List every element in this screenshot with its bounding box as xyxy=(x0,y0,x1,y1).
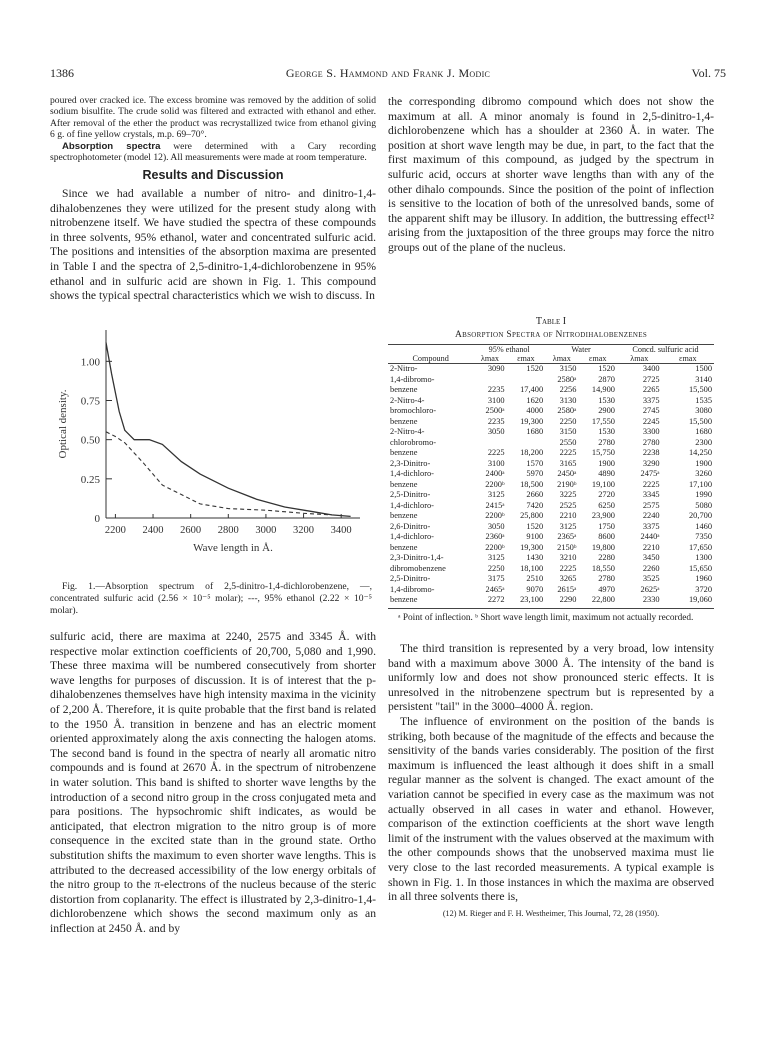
table-cell-value xyxy=(507,438,546,449)
table-cell-value: 1535 xyxy=(695,395,712,405)
table-cell-value: 19,300 xyxy=(520,542,544,552)
table-cell-compound: 2,5-Dinitro- xyxy=(390,574,431,583)
anomaly-paragraph: the corresponding dibromo compound which does not show the maximum at all. A minor anomaly is found in 2,5-dinitro-1,4-dichlorobenzene which has a shoulder at 2360 Å. in water. The position at short wave length may be due, in part, to the fact that the first maximum of this compound, as judged by the spectrum in sulfuric acid, occurs at shorter wave lengths than with any of the other dihalo compounds. Since the position of the point of inflection is sensitive to the location of both of the unresolved bands, some of the apparent shift may be illusory. In addition, the buttressing effect¹² arising from the juxtaposition of the three groups may force the nitro groups out of the plane of the nucleus. xyxy=(388,95,714,254)
table-row xyxy=(388,532,714,543)
table-cell-value: 23,100 xyxy=(520,595,544,604)
table-cell-value: 2745 xyxy=(642,406,660,415)
table-cell-value: 18,500 xyxy=(520,479,544,489)
x-axis-label: Wave length in Å. xyxy=(193,542,273,554)
table-row xyxy=(388,417,714,428)
table-row xyxy=(388,564,714,575)
volume-label: Vol. 75 xyxy=(691,66,726,80)
table-row xyxy=(388,501,714,512)
table-cell-value: 3080 xyxy=(695,406,712,415)
table-cell-value: 3150 xyxy=(559,427,577,436)
table-cell-value: 1460 xyxy=(695,521,712,531)
table-row xyxy=(388,396,714,407)
x-tick-label: 2800 xyxy=(217,525,239,536)
table-cell-value: 2400ᵃ xyxy=(485,469,505,478)
table-row xyxy=(388,427,714,438)
sub-emax: εmax xyxy=(588,354,607,363)
table-cell-value: 7420 xyxy=(526,500,544,510)
table-cell-value: 2260 xyxy=(642,563,660,573)
table-cell-value: 17,100 xyxy=(688,479,712,489)
table-cell-value: 23,900 xyxy=(591,511,615,520)
table-cell-value: 17,550 xyxy=(591,416,615,426)
table-cell-value: 2575 xyxy=(642,500,660,510)
table-cell-value xyxy=(473,438,506,449)
table-cell-value: 2725 xyxy=(642,374,660,384)
right-column-bottom xyxy=(388,642,714,919)
table-cell-value: 18,550 xyxy=(591,563,615,573)
table-footnote: ᵃ Point of inflection. ᵇ Short wave length limit, maximum not actually recorded. xyxy=(398,612,694,623)
spectra-table xyxy=(388,344,714,606)
table-row xyxy=(388,406,714,417)
table-cell-value: 1900 xyxy=(598,458,615,468)
table-cell-value: 18,200 xyxy=(520,448,544,457)
table-cell-value: 1680 xyxy=(695,427,712,436)
figure-caption xyxy=(50,581,372,618)
group-water: Water xyxy=(571,345,591,354)
table-cell-value: 1990 xyxy=(695,490,712,499)
table-row xyxy=(388,511,714,522)
table-cell-value: 2900 xyxy=(598,406,615,415)
group-sulfuric: Concd. sulfuric acid xyxy=(632,345,699,354)
table-cell-value: 19,060 xyxy=(688,595,712,604)
table-cell-value: 2225 xyxy=(642,479,660,489)
figure-1 xyxy=(48,318,378,568)
table-cell-value: 2615ᵃ xyxy=(557,584,577,594)
table-cell-value: 2510 xyxy=(526,574,544,583)
table-cell-value: 2225 xyxy=(559,563,577,573)
table-cell-value: 3100 xyxy=(487,395,505,405)
x-tick-label: 2600 xyxy=(180,525,202,536)
table-cell-compound: 1,4-dichloro- xyxy=(390,500,434,510)
series-line-sulfuric-acid xyxy=(106,343,351,517)
sub-lmax: λmax xyxy=(630,354,649,363)
table-label: Table I xyxy=(535,316,567,327)
sub-emax: εmax xyxy=(517,354,535,363)
table-cell-value: 6250 xyxy=(598,500,615,510)
table-cell-value: 3450 xyxy=(642,553,660,562)
table-cell-value: 3175 xyxy=(487,574,505,583)
table-cell-compound: benzene xyxy=(390,385,418,394)
table-cell-value: 2450ᵃ xyxy=(557,469,577,478)
col-compound: Compound xyxy=(412,354,449,363)
table-row xyxy=(388,438,714,449)
table-row xyxy=(388,574,714,585)
table-cell-compound: 2,5-Dinitro- xyxy=(390,490,431,499)
table-bottom-rule xyxy=(388,608,714,609)
table-cell-value: 3345 xyxy=(642,490,660,499)
table-row xyxy=(388,459,714,470)
table-cell-value: 18,100 xyxy=(520,563,544,573)
table-cell-compound: 1,4-dibromo- xyxy=(390,374,435,384)
table-row xyxy=(388,469,714,480)
table-cell-compound: benzene xyxy=(390,511,418,520)
table-cell-value: 25,800 xyxy=(520,511,544,520)
table-cell-value: 14,900 xyxy=(591,385,615,394)
environment-paragraph: The influence of environment on the position of the bands is striking, both because of the magnitude of the effects and because the sensitivity of the bands varies considerably. The position of the first maximum is influenced the least although it does shift in a small regular manner as the solvent is changed. The exact amount of the variation cannot be specified in every case as the maximum was not actually observed in all cases in water and ethanol. However, comparison of the extinction coefficients at the short wave length limit of the instrument with the values observed at the maximum with the other compounds shows that the unobserved maxima must lie very close to the last recorded measurements. A typical example is shown in Fig. 1. In those instances in which the maxima are observed in all three solvents there is, xyxy=(388,714,714,904)
table-body xyxy=(388,364,714,606)
table-cell-value: 9070 xyxy=(526,584,544,594)
table-cell-compound: benzene xyxy=(390,595,418,604)
table-cell-value: 2280 xyxy=(598,553,615,562)
table-cell-compound: dibromobenzene xyxy=(390,563,446,573)
table-cell-value: 5970 xyxy=(526,469,544,478)
table-cell-value: 2870 xyxy=(598,374,615,384)
table-cell-value: 2150ᵇ xyxy=(557,542,577,552)
table-cell-value: 3265 xyxy=(559,574,577,583)
table-cell-value: 2580ᵃ xyxy=(557,406,577,415)
table-cell-value: 3720 xyxy=(695,584,712,594)
table-cell-value: 2250 xyxy=(559,416,577,426)
table-cell-compound: 1,4-dichloro- xyxy=(390,532,434,541)
table-cell-compound: benzene xyxy=(390,448,418,457)
table-row xyxy=(388,490,714,501)
x-tick-label: 3200 xyxy=(293,525,315,536)
table-cell-value: 2625ᵃ xyxy=(640,584,660,594)
sub-lmax: λmax xyxy=(552,354,571,363)
table-cell-compound: chlorobromo- xyxy=(390,437,437,447)
table-cell-value: 19,800 xyxy=(591,542,615,552)
table-cell-value: 2245 xyxy=(642,416,660,426)
table-cell-compound: benzene xyxy=(390,416,418,426)
table-cell-value: 4000 xyxy=(526,406,544,415)
table-cell-value: 5080 xyxy=(695,500,712,510)
experimental-paragraph: poured over cracked ice. The excess bromine was removed by the addition of solid sodium bisulfite. The crude solid was filtered and extracted with ethanol and ether. After removal of the ether the product was recrystallized twice from ethanol giving 6 g. of fine yellow crystals, m.p. 69–70°. xyxy=(50,95,376,141)
table-cell-value: 2238 xyxy=(642,448,660,457)
table-row xyxy=(388,480,714,491)
table-cell-value: 3260 xyxy=(695,469,712,478)
table-cell-value: 3150 xyxy=(559,364,577,373)
table-cell-value: 2580ᵃ xyxy=(557,374,577,384)
table-cell-value: 3140 xyxy=(695,374,712,384)
table-cell-value: 1430 xyxy=(526,553,544,562)
figure-1-chart xyxy=(48,318,378,568)
y-tick-label: 0.75 xyxy=(80,395,100,408)
table-cell-value: 1520 xyxy=(526,364,544,373)
table-cell-value: 3125 xyxy=(559,521,577,531)
table-cell-value: 2465ᵃ xyxy=(485,584,505,594)
right-column-top xyxy=(388,95,714,256)
table-cell-value: 2190ᵇ xyxy=(557,479,577,489)
table-cell-value: 14,250 xyxy=(688,448,712,457)
table-cell-value: 1960 xyxy=(695,574,712,583)
discussion-paragraph: sulfuric acid, there are maxima at 2240, 2575 and 3345 Å. with respective molar extinction coefficients of 20,700, 5,080 and 1,990. These three maxima will be numbered consecutively from shorter wave lengths for purposes of discussion. It is of interest that the p-dihalobenzenes themselves have high intensity maxima in the vicinity of 2,200 Å. Therefore, it is quite probable that the first band is related to the 1950 Å. transition in benzene and has an electric moment oriented approximately along the axis connecting the halogen atoms. The second band is found in the spectra of nearly all aromatic nitro compounds and is found at 2670 Å. in the spectrum of nitrobenzene in water solution. This band is shifted to shorter wave lengths by the introduction of a second nitro group in the cross conjugated meta and para positions. The hypsochromic shift indicates, as would be anticipated, that electron migration to the nitro group is of more consequence in the excited state than in the ground state. Ortho substitution shifts the maximum to even shorter wave lengths. This is attributed to the decreased accessibility of the low energy orbitals of the nitro group to the π-electrons of the nucleus because of the steric distortion from coplanarity. The effect is illustrated by 2,3-dinitro-1,4-dichlorobenzene which shows the second maximum only as an inflection at 2450 Å. and by xyxy=(50,630,376,935)
table-cell-value: 1570 xyxy=(526,458,544,468)
table-cell-compound: 2,6-Dinitro- xyxy=(390,521,431,531)
table-row xyxy=(388,375,714,386)
table-cell-value: 20,700 xyxy=(688,511,712,520)
figure-caption-text: Fig. 1.—Absorption spectrum of 2,5-dinitro-1,4-dichlorobenzene, —, concentrated sulfuric acid (2.56 × 10⁻⁵ molar); ---, 95% ethanol (2.22 × 10⁻⁵ molar). xyxy=(50,581,372,617)
experimental-notes xyxy=(50,95,376,163)
table-cell-value: 2780 xyxy=(598,437,615,447)
table-cell-value: 1300 xyxy=(695,553,712,562)
table-cell-value: 2225 xyxy=(487,448,505,457)
table-cell-value: 2780 xyxy=(642,437,660,447)
running-title: George S. Hammond and Frank J. Modic xyxy=(285,66,491,80)
absorption-lead: Absorption spectra xyxy=(62,140,161,152)
table-cell-value: 2720 xyxy=(598,490,615,499)
table-row xyxy=(388,553,714,564)
table-cell-compound: 2,3-Dinitro- xyxy=(390,458,431,468)
table-cell-value: 3400 xyxy=(642,364,660,373)
table-row xyxy=(388,595,714,606)
table-cell-value: 17,400 xyxy=(520,385,544,394)
table-cell-value: 3290 xyxy=(642,458,660,468)
table-cell-value: 22,800 xyxy=(591,595,615,604)
y-tick-label: 0 xyxy=(94,513,100,525)
sub-lmax: λmax xyxy=(480,354,499,363)
table-cell-value: 2780 xyxy=(598,574,615,583)
table-cell-compound: 2-Nitro-4- xyxy=(390,395,425,405)
table-cell-value: 3125 xyxy=(487,553,505,562)
table-cell-value: 17,650 xyxy=(688,542,712,552)
x-tick-label: 3000 xyxy=(255,525,277,536)
table-cell-value: 1530 xyxy=(598,395,615,405)
table-cell-value: 2330 xyxy=(642,595,660,604)
third-transition-paragraph: The third transition is represented by a very broad, low intensity band with a maximum above 3000 Å. The intensity of the band is uniformly low and does not show pronounced steric effects. It is unresolved in the nitrobenzene spectrum but is represented by a persistent "tail" in the 3000–4000 Å. region. xyxy=(388,642,714,714)
x-tick-label: 3400 xyxy=(330,525,352,536)
table-cell-value: 3525 xyxy=(642,574,660,583)
reference-footnote: (12) M. Rieger and F. H. Westheimer, This Journal, 72, 28 (1950). xyxy=(442,908,660,918)
table-cell-value: 2415ᵃ xyxy=(485,500,505,510)
table-1 xyxy=(388,312,714,624)
table-cell-value: 8600 xyxy=(598,532,615,541)
table-row xyxy=(388,585,714,596)
table-cell-compound: bromochloro- xyxy=(390,406,437,415)
table-cell-value: 1520 xyxy=(598,364,615,373)
table-cell-value: 15,750 xyxy=(591,448,615,457)
table-cell-value: 9100 xyxy=(526,532,544,541)
table-group-header xyxy=(388,345,714,355)
left-column-top xyxy=(50,95,376,304)
table-title: Absorption Spectra of Nitrodihalobenzenes xyxy=(454,330,648,340)
series-line-ethanol xyxy=(106,432,332,515)
table-cell-value: 19,300 xyxy=(520,416,544,426)
table-cell-value: 3100 xyxy=(487,458,505,468)
table-cell-value: 4890 xyxy=(598,469,615,478)
table-cell-value: 1620 xyxy=(526,395,544,405)
y-axis-label: Optical density. xyxy=(57,389,69,459)
table-cell-value: 15,500 xyxy=(688,385,712,394)
absorption-text: were determined with a Cary recording spectrophotometer (model 12). All measurements were made at room temperature. xyxy=(50,140,376,164)
table-cell-value: 3050 xyxy=(487,521,505,531)
table-cell-value xyxy=(473,375,506,386)
table-cell-value: 1500 xyxy=(695,364,712,373)
table-cell-value: 3375 xyxy=(642,395,660,405)
table-cell-value: 2256 xyxy=(559,385,577,394)
table-cell-value: 2475ᵃ xyxy=(640,469,660,478)
table-cell-value: 1520 xyxy=(526,521,544,531)
left-column-bottom xyxy=(50,630,376,936)
table-row xyxy=(388,385,714,396)
table-cell-value: 3125 xyxy=(487,490,505,499)
table-cell-value: 3050 xyxy=(487,427,505,436)
table-cell-value: 1900 xyxy=(695,458,712,468)
table-cell-compound: 2-Nitro-4- xyxy=(390,427,425,436)
x-tick-label: 2400 xyxy=(142,525,164,536)
page-number: 1386 xyxy=(50,66,74,80)
table-cell-compound: benzene xyxy=(390,542,418,552)
x-tick-label: 2200 xyxy=(104,525,126,536)
table-cell-value: 3375 xyxy=(642,521,660,531)
table-cell-value: 2290 xyxy=(559,595,577,604)
table-cell-value: 3090 xyxy=(487,364,505,373)
table-cell-value: 3225 xyxy=(559,490,577,499)
table-cell-value: 2225 xyxy=(559,448,577,457)
table-cell-value xyxy=(507,375,546,386)
table-cell-value: 2525 xyxy=(559,500,577,510)
table-cell-value: 2272 xyxy=(487,595,505,604)
table-cell-value: 2235 xyxy=(487,416,505,426)
table-cell-compound: 1,4-dibromo- xyxy=(390,584,435,594)
table-cell-value: 3210 xyxy=(559,553,577,562)
table-cell-value: 2210 xyxy=(559,511,577,520)
table-cell-value: 15,650 xyxy=(688,563,712,573)
y-tick-label: 0.25 xyxy=(80,473,100,486)
table-cell-value: 2660 xyxy=(526,490,544,499)
table-cell-value: 2550 xyxy=(559,437,577,447)
results-paragraph: Since we had available a number of nitro- and dinitro-1,4-dihalobenzenes they were utilized for the present study along with nitrobenzene itself. We have studied the spectra of these compounds in three solvents, 95% ethanol, water and concentrated sulfuric acid. The positions and intensities of the absorption maxima are presented in Table I and the spectra of 2,5-dinitro-1,4-dichlorobenzene in 95% ethanol and in sulfuric acid are shown in Fig. 1. This compound shows the typical spectral characteristics which we wish to discuss. In xyxy=(50,187,376,303)
y-tick-label: 1.00 xyxy=(80,356,100,369)
table-cell-compound: benzene xyxy=(390,479,418,489)
sub-emax: εmax xyxy=(679,354,697,363)
table-cell-value: 2250 xyxy=(487,563,505,573)
table-cell-value: 4970 xyxy=(598,584,615,594)
y-tick-label: 0.50 xyxy=(80,434,100,447)
table-cell-value: 2240 xyxy=(642,511,660,520)
table-cell-value: 2200ᵇ xyxy=(485,542,505,552)
table-cell-value: 2210 xyxy=(642,542,660,552)
table-cell-value: 2200ᵇ xyxy=(485,479,505,489)
table-cell-value: 2365ᵃ xyxy=(557,532,577,541)
table-cell-value: 3165 xyxy=(559,458,577,468)
table-cell-value: 19,100 xyxy=(591,479,615,489)
table-cell-compound: 2,3-Dinitro-1,4- xyxy=(390,553,444,562)
absorption-paragraph xyxy=(50,141,376,164)
table-cell-value: 1530 xyxy=(598,427,615,436)
table-cell-compound: 2-Nitro- xyxy=(390,364,418,373)
section-heading: Results and Discussion xyxy=(142,168,284,183)
group-ethanol: 95% ethanol xyxy=(488,345,530,354)
table-cell-value: 2235 xyxy=(487,385,505,394)
table-cell-value: 1750 xyxy=(598,521,615,531)
table-row xyxy=(388,364,714,375)
table-cell-value: 7350 xyxy=(695,532,712,541)
table-cell-value: 15,500 xyxy=(688,416,712,426)
table-cell-value: 2200ᵇ xyxy=(485,511,505,520)
table-row xyxy=(388,448,714,459)
table-cell-value: 2500ᵃ xyxy=(485,406,505,415)
table-row xyxy=(388,522,714,533)
running-header xyxy=(50,66,726,82)
table-row xyxy=(388,543,714,554)
table-cell-value: 1680 xyxy=(526,427,544,436)
table-cell-value: 2265 xyxy=(642,385,660,394)
table-cell-compound: 1,4-dichloro- xyxy=(390,469,434,478)
table-cell-value: 2300 xyxy=(695,437,712,447)
table-cell-value: 3300 xyxy=(642,427,660,436)
table-cell-value: 2360ᵃ xyxy=(485,532,505,541)
table-cell-value: 3130 xyxy=(559,395,577,405)
table-cell-value: 2440ᵃ xyxy=(640,532,660,541)
